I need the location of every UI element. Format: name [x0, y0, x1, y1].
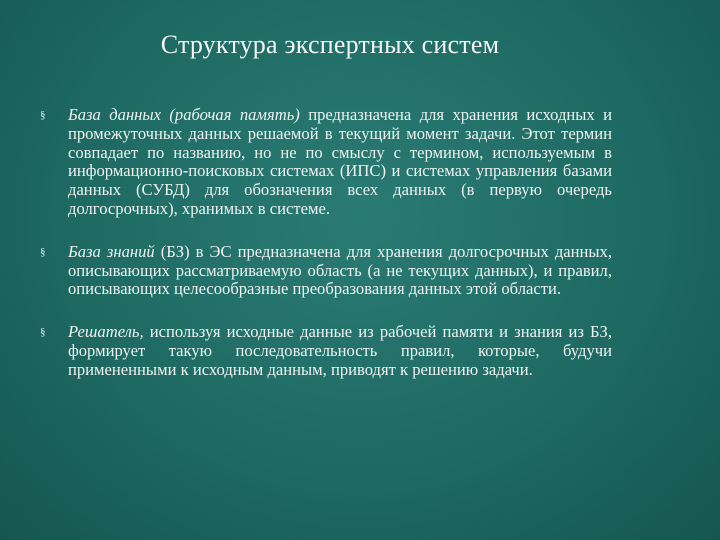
bullet-item-knowledge-base — [40, 243, 612, 299]
bullet-marker-icon: § — [40, 109, 46, 121]
bullet-marker-icon: § — [40, 326, 46, 339]
bullet-term: База знаний — [68, 241, 155, 261]
bullet-text: используя исходные данные из рабочей памяти и знания из БЗ, формирует такую последовательность правил, которые, будучи примененными к исходным данным, приводят к решению задачи. — [68, 322, 612, 379]
bullet-item-solver — [40, 323, 612, 379]
bullet-list — [40, 106, 612, 404]
bullet-marker-icon: § — [40, 245, 46, 258]
bullet-term: База данных (рабочая память) — [68, 105, 300, 124]
bullet-item-database — [40, 106, 612, 219]
bullet-term: Решатель, — [68, 322, 144, 342]
slide-title: Структура экспертных систем — [160, 30, 500, 59]
bullet-text: предназначена для хранения исходных и промежуточных данных решаемой в текущий момент задачи. Этот термин совпадает по названию, но не по смыслу с термином, используемым в информационно-поисковых системах (ИПС) и системах управления базами данных (СУБД) для обозначения всех данных (в первую очередь долгосрочных), хранимых в системе. — [68, 105, 612, 218]
bullet-text: (БЗ) в ЭС предназначена для хранения долгосрочных данных, описывающих рассматриваемую область (а не текущих данных), и правил, описывающих целесообразные преобразования данных этой области. — [68, 241, 612, 299]
